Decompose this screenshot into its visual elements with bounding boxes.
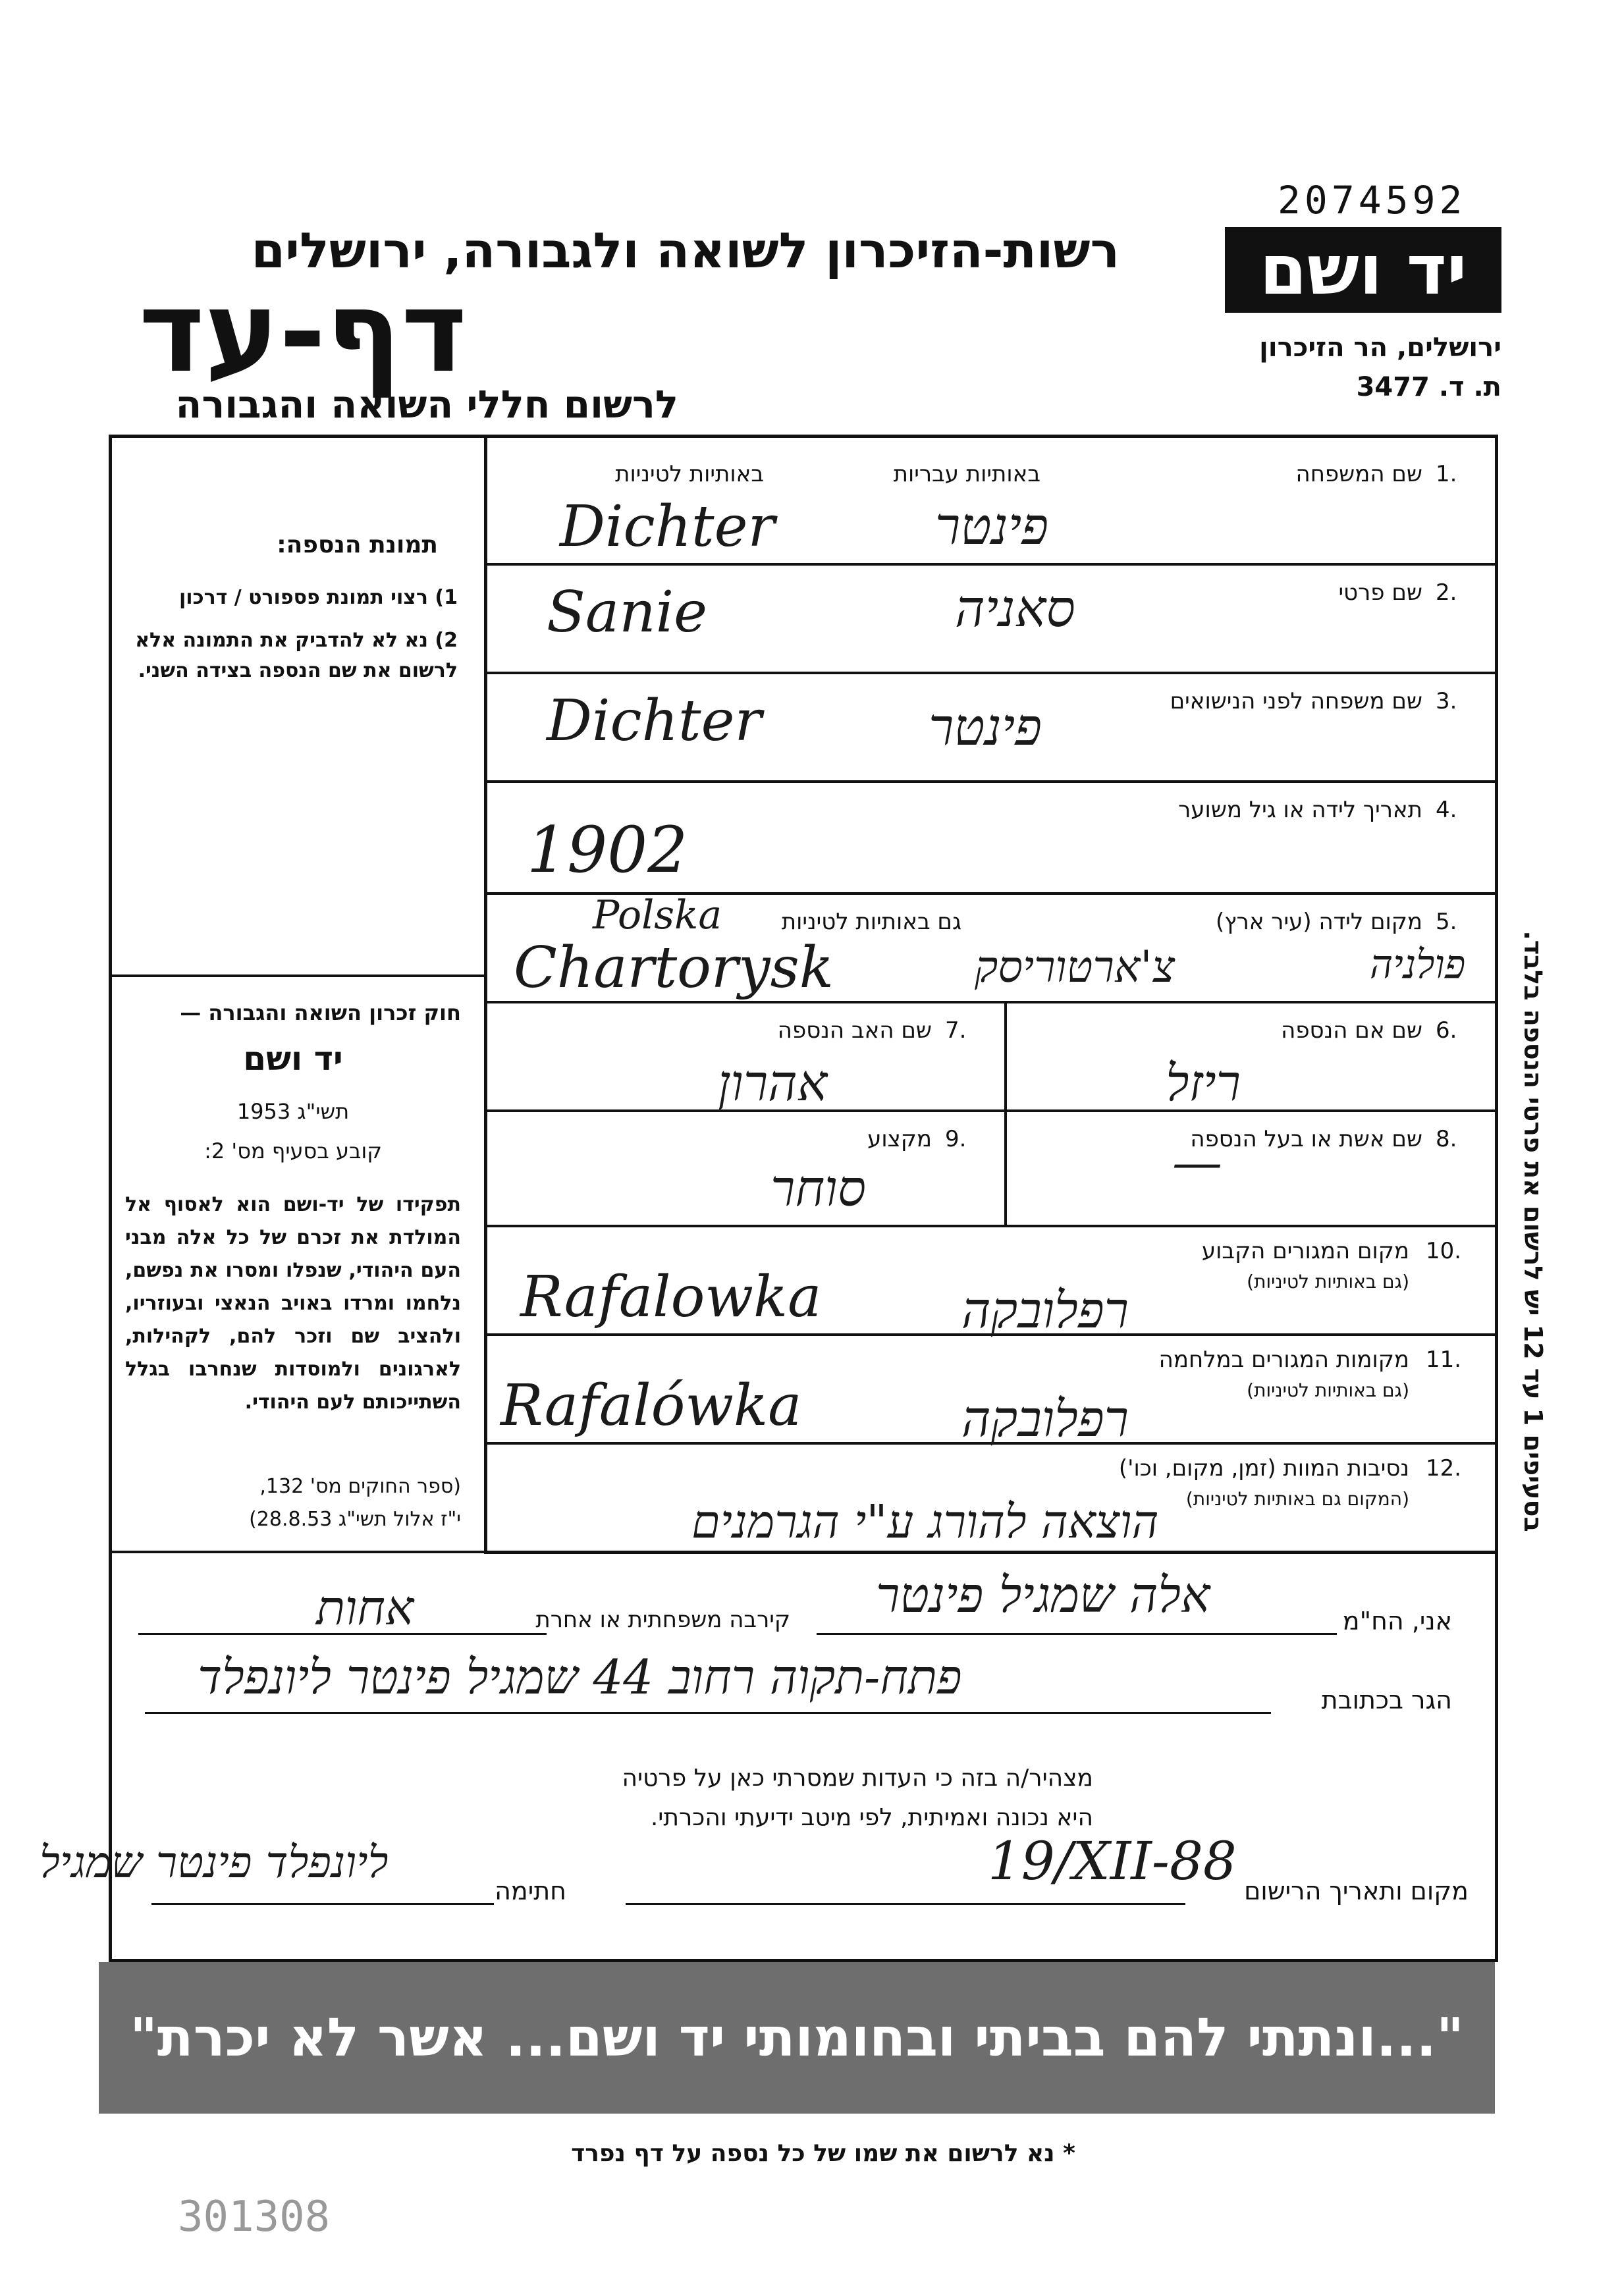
field-8-value: — bbox=[1172, 1133, 1222, 1191]
col-split bbox=[1004, 1001, 1007, 1225]
field-5-number: 5. bbox=[1436, 909, 1457, 935]
field-1-label: שם המשפחה bbox=[1295, 461, 1422, 487]
logo-po-box: ת. ד. 3477 bbox=[1356, 372, 1501, 402]
row-line bbox=[484, 780, 1498, 783]
photo-note-2: 2) נא לא להדביק את התמונה אלא לרשום את שם הנספה בצידה השני. bbox=[135, 629, 458, 682]
field-1-latin: Dichter bbox=[560, 494, 775, 560]
field-1-hebrew: פינטר bbox=[935, 497, 1049, 556]
field-10-note: (גם באותיות לטיניות) bbox=[1247, 1271, 1409, 1293]
signature-line bbox=[151, 1903, 494, 1905]
law-year: תשי"ג 1953 bbox=[236, 1099, 350, 1124]
row-line bbox=[484, 1109, 1498, 1112]
relation-label: קירבה משפחתית או אחרת bbox=[535, 1607, 790, 1633]
field-2-label: שם פרטי bbox=[1338, 579, 1422, 606]
vertical-instruction bbox=[1508, 816, 1554, 1646]
field-7-value: אהרון bbox=[718, 1054, 828, 1112]
field-2-latin: Sanie bbox=[547, 579, 707, 645]
field-8-number: 8. bbox=[1436, 1126, 1457, 1152]
archive-stamp: 301308 bbox=[178, 2193, 331, 2241]
address-value: פתח-תקוה רחוב 44 שמגיל פינטר ליונפלד bbox=[198, 1649, 962, 1705]
field-10-hebrew: רפלובקה bbox=[961, 1281, 1129, 1339]
field-11-hebrew: רפלובקה bbox=[961, 1389, 1129, 1448]
field-2-hebrew: סאניה bbox=[955, 579, 1075, 639]
row-line bbox=[484, 672, 1498, 674]
field-5-city-latin: Chartorysk bbox=[514, 935, 834, 1001]
field-9-number: 9. bbox=[945, 1126, 967, 1152]
date-line bbox=[626, 1903, 1185, 1905]
logo-address: ירושלים, הר הזיכרון bbox=[1259, 333, 1501, 363]
address-line bbox=[145, 1712, 1271, 1714]
date-label: מקום ותאריך הרישום bbox=[1244, 1877, 1469, 1906]
field-9-label: מקצוע bbox=[867, 1126, 932, 1152]
field-12-number: 12. bbox=[1426, 1455, 1462, 1482]
field-11-number: 11. bbox=[1426, 1347, 1462, 1373]
relation-value: אחות bbox=[316, 1580, 414, 1636]
field-3-label: שם משפחה לפני הנישואים bbox=[1170, 688, 1422, 714]
field-12-label: נסיבות המוות (זמן, מקום, וכו') bbox=[1118, 1455, 1409, 1482]
field-4-label: תאריך לידה או גיל משוער bbox=[1178, 797, 1422, 823]
statement-1: מצהיר/ה בזה כי העדות שמסרתי כאן על פרטיה bbox=[622, 1765, 1093, 1792]
field-3-number: 3. bbox=[1436, 688, 1457, 714]
law-title: חוק זכרון השואה והגבורה — bbox=[180, 1000, 461, 1025]
authority-title: רשות-הזיכרון לשואה ולגבורה, ירושלים bbox=[251, 223, 1120, 279]
field-10-number: 10. bbox=[1426, 1238, 1462, 1264]
col-hebrew-header: באותיות עבריות bbox=[893, 461, 1040, 487]
field-5-city-hebrew: צ'ארטוריסק bbox=[975, 942, 1175, 992]
law-ref-1: (ספר החוקים מס' 132, bbox=[259, 1475, 461, 1498]
sidebar-divider bbox=[109, 974, 484, 977]
declarant-name: אלה שמגיל פינטר bbox=[876, 1567, 1210, 1624]
field-10-label: מקום המגורים הקבוע bbox=[1201, 1238, 1409, 1264]
signature-label: חתימה bbox=[495, 1877, 566, 1906]
row-line bbox=[484, 1001, 1498, 1003]
field-12-note: (המקום גם באותיות לטיניות) bbox=[1185, 1488, 1409, 1510]
field-1-number: 1. bbox=[1436, 461, 1457, 487]
field-6-value: ריזל bbox=[1166, 1054, 1241, 1112]
law-clause: קובע בסעיף מס' 2: bbox=[204, 1138, 382, 1163]
page-subtitle: לרשום חללי השואה והגבורה bbox=[175, 382, 678, 427]
field-8-label: שם אשת או בעל הנספה bbox=[1190, 1126, 1422, 1152]
field-11-label: מקומות המגורים במלחמה bbox=[1158, 1347, 1409, 1373]
col-latin-header: באותיות לטיניות bbox=[615, 461, 764, 487]
name-line bbox=[817, 1633, 1337, 1635]
field-11-latin: Rafalówka bbox=[500, 1373, 802, 1439]
registration-date: 19/XII-88 bbox=[988, 1830, 1237, 1892]
footnote: * נא לרשום את שמו של כל נספה על דף נפרד bbox=[571, 2140, 1075, 2167]
field-4-value: 1902 bbox=[527, 813, 688, 887]
field-6-number: 6. bbox=[1436, 1017, 1457, 1044]
field-7-number: 7. bbox=[945, 1017, 967, 1044]
photo-title: תמונת הנספה: bbox=[277, 531, 438, 558]
field-9-value: סוחר bbox=[770, 1159, 866, 1217]
address-label: הגר בכתובת bbox=[1321, 1686, 1452, 1715]
signature-value: ליונפלד פינטר שמגיל bbox=[40, 1837, 389, 1888]
statement-2: היא נכונה ואמיתית, לפי מיטב ידיעתי והכרתי. bbox=[650, 1804, 1093, 1831]
field-10-latin: Rafalowka bbox=[520, 1264, 822, 1330]
field-5-country-hebrew: פולניה bbox=[1370, 942, 1466, 988]
field-11-note: (גם באותיות לטיניות) bbox=[1247, 1379, 1409, 1401]
row-line bbox=[484, 563, 1498, 566]
serial-number: 2074592 bbox=[1278, 178, 1467, 223]
field-5-label: מקום לידה (עיר ארץ) bbox=[1215, 909, 1422, 935]
field-5-note: גם באותיות לטיניות bbox=[781, 909, 961, 935]
row-line bbox=[484, 1225, 1498, 1227]
field-2-number: 2. bbox=[1436, 579, 1457, 606]
law-ref-2: י"ז אלול תשי"ג 28.8.53) bbox=[249, 1508, 461, 1531]
field-6-label: שם אם הנספה bbox=[1281, 1017, 1422, 1044]
field-3-hebrew: פינטר bbox=[929, 698, 1042, 757]
page-title: דף-עד bbox=[138, 267, 468, 398]
field-5-country-latin: Polska bbox=[593, 892, 722, 938]
field-3-latin: Dichter bbox=[547, 688, 762, 754]
yad-vashem-logo: יד ושם bbox=[1225, 227, 1501, 313]
law-text: תפקידו של יד-ושם הוא לאסוף אל המולדת את זכרם של כל אלה מבני העם היהודי, שנפלו ומסרו את נפשם, נלחמו ומרדו באויב הנאצי ובעוזריו, ולהציב שם וזכר להם, לקהילות, לארגונים ולמוסדות שנחרבו בגלל השתייכותם לעם היהודי. bbox=[125, 1193, 461, 1414]
field-7-label: שם האב הנספה bbox=[777, 1017, 932, 1044]
quote-banner-text: "...ונתתי להם בביתי ובחומותי יד ושם... אשר לא יכרת" ישעיהו נ"ו, ה bbox=[130, 2007, 1464, 2220]
vertical-instruction-text: בסעיפים 1 עד 12 יש לרשום את פרטי הנספה בלבד. bbox=[1519, 930, 1548, 1532]
field-4-number: 4. bbox=[1436, 797, 1457, 823]
declaration-ani: אני, הח"מ bbox=[1342, 1607, 1452, 1636]
photo-note-1: 1) רצוי תמונת פספורט / דרכון bbox=[178, 586, 458, 609]
field-12-value: הוצאה להורג ע"י הגרמנים bbox=[691, 1495, 1159, 1549]
law-name: יד ושם bbox=[243, 1040, 343, 1078]
sidebar-bottom bbox=[109, 1551, 484, 1553]
